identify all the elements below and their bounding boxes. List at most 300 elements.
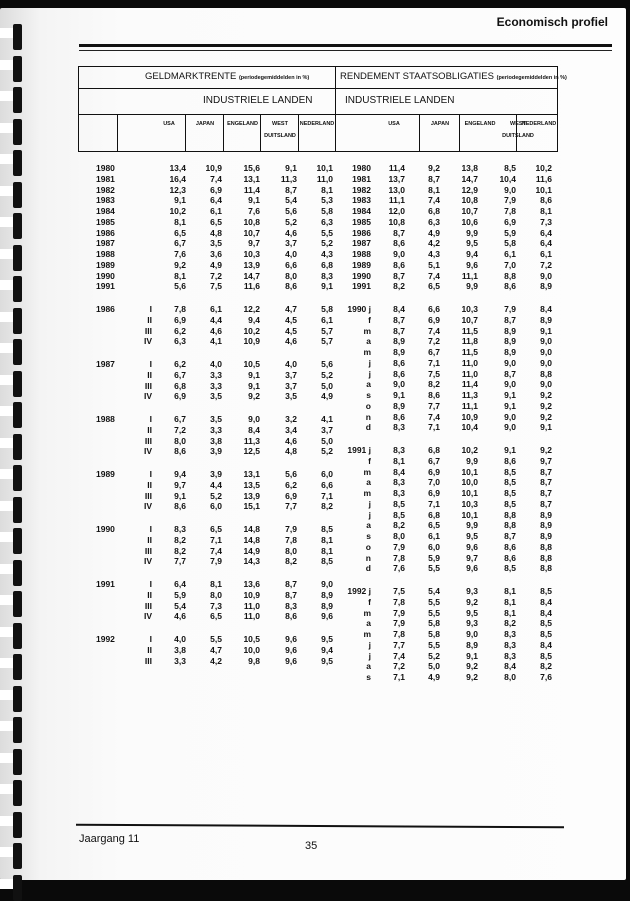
cell-value: 6,0 [210, 501, 222, 512]
cell-value: 11,1 [461, 270, 478, 281]
document-page [0, 8, 626, 880]
cell-value: 5,6 [285, 206, 297, 216]
cell-value: 7,7 [285, 501, 297, 512]
cell-value: 8,9 [504, 325, 516, 336]
cell-value: 6,2 [174, 325, 186, 336]
cell-value: 10,1 [461, 509, 478, 520]
cell-value: 8,7 [504, 368, 516, 379]
column-header: NEDERLAND [521, 121, 557, 127]
row-label: s [366, 531, 371, 541]
cell-value: 10,3 [243, 249, 260, 259]
cell-value: 5,9 [504, 227, 516, 238]
cell-value: 8,0 [210, 589, 222, 600]
cell-value: 6,1 [428, 531, 440, 541]
cell-value: 6,9 [210, 184, 222, 195]
row-label: 1991 [96, 579, 115, 589]
row-label: 1988 [96, 414, 115, 424]
row-label: 1985 [352, 216, 371, 227]
cell-value: 5,2 [321, 238, 333, 249]
cell-value: 13,0 [388, 184, 405, 195]
cell-value: 9,1 [540, 325, 552, 336]
cell-value: 8,7 [393, 325, 405, 336]
cell-value: 8,4 [540, 639, 552, 650]
row-label: 1989 [96, 259, 115, 270]
cell-value: 7,5 [210, 281, 222, 292]
cell-value: 8,6 [174, 446, 186, 457]
row-label: 1982 [96, 184, 115, 195]
cell-value: 7,1 [393, 672, 405, 682]
column-divider [459, 114, 460, 151]
cell-value: 8,7 [504, 314, 516, 325]
cell-value: 8,2 [393, 520, 405, 531]
cell-value: 7,1 [428, 357, 440, 368]
cell-value: 9,1 [248, 195, 260, 206]
cell-value: 8,5 [393, 498, 405, 509]
quarter-label: I [149, 634, 152, 644]
cell-value: 10,4 [499, 173, 516, 184]
cell-value: 6,1 [504, 249, 516, 259]
cell-value: 10,9 [243, 589, 260, 600]
cell-value: 8,8 [504, 270, 516, 281]
row-label: f [368, 455, 371, 466]
cell-value: 10,7 [243, 227, 260, 238]
cell-value: 8,3 [393, 422, 405, 433]
cell-value: 8,9 [504, 336, 516, 347]
cell-value: 8,8 [504, 509, 516, 520]
cell-value: 6,8 [428, 509, 440, 520]
row-label: m [363, 607, 371, 618]
binding-ring-icon [13, 623, 22, 649]
cell-value: 10,8 [461, 195, 478, 206]
cell-value: 6,0 [428, 541, 440, 552]
cell-value: 7,2 [393, 661, 405, 672]
cell-value: 8,5 [321, 556, 333, 567]
row-label: a [366, 520, 371, 531]
cell-value: 10,1 [461, 466, 478, 477]
cell-value: 7,4 [428, 270, 440, 281]
binding-ring-icon [13, 465, 22, 491]
cell-value: 6,1 [540, 249, 552, 259]
cell-value: 3,5 [210, 238, 222, 249]
cell-value: 5,5 [428, 607, 440, 618]
binding-ring-icon [13, 402, 22, 428]
cell-value: 6,4 [540, 227, 552, 238]
quarter-label: II [147, 424, 152, 435]
cell-value: 8,6 [540, 195, 552, 206]
cell-value: 7,9 [393, 541, 405, 552]
cell-value: 3,3 [210, 369, 222, 380]
cell-value: 4,9 [321, 391, 333, 402]
cell-value: 10,2 [169, 206, 186, 216]
binding-ring-icon [13, 591, 22, 617]
cell-value: 8,1 [321, 184, 333, 195]
row-label: 1983 [352, 195, 371, 206]
header-divider [79, 114, 557, 115]
cell-value: 8,9 [321, 589, 333, 600]
cell-value: 8,0 [285, 545, 297, 556]
cell-value: 9,0 [540, 379, 552, 390]
cell-value: 9,1 [248, 369, 260, 380]
cell-value: 4,0 [285, 359, 297, 369]
cell-value: 8,0 [393, 531, 405, 541]
column-header: USA [388, 121, 400, 127]
quarter-label: II [147, 479, 152, 490]
row-label: 1988 [352, 249, 371, 259]
cell-value: 8,5 [540, 586, 552, 596]
cell-value: 6,5 [210, 611, 222, 622]
left-group-subtitle: INDUSTRIELE LANDEN [203, 95, 313, 106]
cell-value: 9,1 [285, 163, 297, 173]
row-label: 1992 j [347, 586, 371, 596]
cell-value: 9,7 [248, 238, 260, 249]
footer-rule [76, 824, 564, 828]
cell-value: 11,3 [461, 390, 478, 400]
cell-value: 5,9 [174, 589, 186, 600]
quarter-label: III [144, 380, 152, 391]
cell-value: 7,5 [428, 368, 440, 379]
cell-value: 7,3 [540, 216, 552, 227]
cell-value: 10,9 [243, 336, 260, 347]
cell-value: 8,1 [504, 607, 516, 618]
cell-value: 8,4 [393, 466, 405, 477]
row-label: 1980 [352, 163, 371, 173]
row-label: 1987 [96, 359, 115, 369]
cell-value: 6,1 [210, 304, 222, 314]
cell-value: 12,3 [169, 184, 186, 195]
cell-value: 5,5 [210, 634, 222, 644]
cell-value: 6,9 [428, 314, 440, 325]
quarter-label: I [149, 579, 152, 589]
cell-value: 10,7 [461, 206, 478, 216]
cell-value: 4,6 [285, 435, 297, 446]
cell-value: 10,9 [461, 411, 478, 422]
cell-value: 6,4 [210, 195, 222, 206]
cell-value: 6,8 [174, 380, 186, 391]
cell-value: 5,8 [321, 206, 333, 216]
quarter-label: I [149, 304, 152, 314]
binding-ring-icon [13, 749, 22, 775]
cell-value: 5,7 [321, 336, 333, 347]
cell-value: 9,2 [466, 661, 478, 672]
cell-value: 3,8 [174, 644, 186, 655]
cell-value: 7,6 [393, 563, 405, 574]
cell-value: 10,2 [243, 325, 260, 336]
cell-value: 8,9 [540, 281, 552, 292]
row-label: d [365, 563, 371, 574]
cell-value: 9,6 [466, 259, 478, 270]
cell-value: 6,4 [174, 579, 186, 589]
binding-ring-icon [13, 182, 22, 208]
cell-value: 7,8 [393, 629, 405, 639]
cell-value: 7,8 [285, 534, 297, 545]
cell-value: 12,0 [388, 206, 405, 216]
cell-value: 6,8 [428, 206, 440, 216]
cell-value: 8,2 [504, 618, 516, 629]
row-label: m [363, 347, 371, 357]
row-label: s [366, 390, 371, 400]
right-group-title: RENDEMENT STAATSOBLIGATIES (periodegemiddelden in %) [340, 71, 567, 82]
cell-value: 8,7 [285, 184, 297, 195]
cell-value: 11,4 [388, 163, 405, 173]
cell-value: 13,4 [169, 163, 186, 173]
cell-value: 5,2 [321, 369, 333, 380]
cell-value: 9,0 [248, 414, 260, 424]
cell-value: 6,3 [428, 216, 440, 227]
cell-value: 9,0 [504, 184, 516, 195]
column-header: WEST DUITSLAND [264, 121, 296, 139]
cell-value: 3,5 [210, 391, 222, 402]
cell-value: 9,1 [174, 490, 186, 501]
cell-value: 9,2 [428, 163, 440, 173]
cell-value: 9,4 [174, 469, 186, 479]
row-label: s [366, 672, 371, 682]
cell-value: 5,1 [428, 259, 440, 270]
cell-value: 3,7 [285, 369, 297, 380]
cell-value: 8,0 [504, 672, 516, 682]
quarter-label: I [149, 359, 152, 369]
cell-value: 8,0 [285, 270, 297, 281]
row-label: m [363, 325, 371, 336]
cell-value: 16,4 [169, 173, 186, 184]
cell-value: 7,4 [210, 173, 222, 184]
cell-value: 8,9 [393, 400, 405, 411]
cell-value: 8,7 [285, 589, 297, 600]
cell-value: 9,7 [174, 479, 186, 490]
cell-value: 9,5 [321, 634, 333, 644]
cell-value: 5,2 [321, 446, 333, 457]
cell-value: 5,4 [285, 195, 297, 206]
cell-value: 8,8 [540, 563, 552, 574]
cell-value: 4,7 [210, 644, 222, 655]
group-divider [335, 67, 336, 151]
cell-value: 8,6 [393, 411, 405, 422]
row-label: j [368, 509, 371, 520]
cell-value: 8,7 [540, 466, 552, 477]
cell-value: 7,3 [210, 600, 222, 611]
cell-value: 4,4 [210, 479, 222, 490]
cell-value: 6,9 [174, 391, 186, 402]
cell-value: 11,5 [461, 347, 478, 357]
cell-value: 8,9 [393, 347, 405, 357]
cell-value: 8,3 [504, 650, 516, 661]
cell-value: 8,5 [504, 466, 516, 477]
cell-value: 8,9 [321, 600, 333, 611]
cell-value: 8,4 [248, 424, 260, 435]
cell-value: 8,6 [504, 455, 516, 466]
cell-value: 7,4 [393, 650, 405, 661]
cell-value: 7,9 [504, 304, 516, 314]
cell-value: 10,2 [461, 445, 478, 455]
cell-value: 10,8 [388, 216, 405, 227]
cell-value: 7,2 [540, 259, 552, 270]
cell-value: 5,4 [174, 600, 186, 611]
cell-value: 10,3 [461, 498, 478, 509]
cell-value: 9,0 [540, 357, 552, 368]
cell-value: 9,0 [504, 379, 516, 390]
cell-value: 7,1 [428, 498, 440, 509]
cell-value: 8,4 [540, 304, 552, 314]
cell-value: 6,5 [174, 227, 186, 238]
cell-value: 12,5 [243, 446, 260, 457]
cell-value: 10,5 [243, 634, 260, 644]
quarter-label: III [144, 325, 152, 336]
cell-value: 4,1 [210, 336, 222, 347]
binding-ring-icon [13, 654, 22, 680]
cell-value: 6,9 [428, 466, 440, 477]
row-label: 1992 [96, 634, 115, 644]
cell-value: 7,8 [393, 596, 405, 607]
column-header: ENGELAND [227, 121, 258, 127]
cell-value: 7,8 [174, 304, 186, 314]
cell-value: 4,7 [285, 304, 297, 314]
cell-value: 15,6 [243, 163, 260, 173]
cell-value: 13,6 [243, 579, 260, 589]
footer-volume: Jaargang 11 [79, 833, 140, 845]
binding-ring-icon [13, 434, 22, 460]
cell-value: 4,5 [285, 325, 297, 336]
cell-value: 5,6 [285, 469, 297, 479]
cell-value: 10,8 [243, 216, 260, 227]
cell-value: 9,0 [504, 411, 516, 422]
cell-value: 7,9 [504, 195, 516, 206]
cell-value: 8,8 [540, 541, 552, 552]
quarter-label: I [149, 469, 152, 479]
cell-value: 3,7 [285, 380, 297, 391]
row-label: 1990 [352, 270, 371, 281]
cell-value: 10,2 [535, 163, 552, 173]
quarter-label: II [147, 369, 152, 380]
cell-value: 3,7 [321, 424, 333, 435]
cell-value: 11,0 [243, 611, 260, 622]
cell-value: 8,2 [428, 379, 440, 390]
column-header: WEST DUITSLAND [502, 121, 534, 139]
cell-value: 8,5 [504, 498, 516, 509]
cell-value: 5,4 [428, 586, 440, 596]
cell-value: 6,0 [321, 469, 333, 479]
quarter-label: II [147, 534, 152, 545]
cell-value: 8,7 [428, 173, 440, 184]
cell-value: 8,7 [540, 498, 552, 509]
column-header: JAPAN [195, 121, 215, 127]
binding-ring-icon [13, 56, 22, 82]
cell-value: 9,2 [540, 445, 552, 455]
cell-value: 12,9 [461, 184, 478, 195]
cell-value: 4,9 [428, 227, 440, 238]
cell-value: 4,0 [210, 359, 222, 369]
cell-value: 8,5 [393, 509, 405, 520]
row-label: n [365, 411, 371, 422]
cell-value: 8,9 [540, 531, 552, 541]
cell-value: 8,4 [393, 304, 405, 314]
binding-ring-icon [13, 780, 22, 806]
cell-value: 4,8 [210, 227, 222, 238]
cell-value: 9,1 [321, 281, 333, 292]
cell-value: 7,9 [285, 524, 297, 534]
cell-value: 7,6 [248, 206, 260, 216]
cell-value: 13,1 [243, 173, 260, 184]
row-label: m [363, 629, 371, 639]
row-label: a [366, 618, 371, 629]
cell-value: 10,0 [461, 477, 478, 488]
cell-value: 7,2 [210, 270, 222, 281]
cell-value: 8,1 [428, 184, 440, 195]
cell-value: 14,7 [243, 270, 260, 281]
cell-value: 14,8 [243, 524, 260, 534]
cell-value: 8,5 [540, 650, 552, 661]
quarter-label: III [144, 435, 152, 446]
cell-value: 5,6 [321, 359, 333, 369]
cell-value: 3,4 [285, 424, 297, 435]
binding-ring-icon [13, 119, 22, 145]
quarter-label: II [147, 589, 152, 600]
cell-value: 9,2 [540, 400, 552, 411]
cell-value: 14,7 [461, 173, 478, 184]
cell-value: 6,5 [428, 520, 440, 531]
cell-value: 14,9 [243, 545, 260, 556]
binding-ring-icon [13, 528, 22, 554]
cell-value: 3,2 [285, 414, 297, 424]
cell-value: 4,5 [285, 314, 297, 325]
cell-value: 3,8 [210, 435, 222, 446]
cell-value: 9,2 [466, 596, 478, 607]
cell-value: 8,1 [321, 545, 333, 556]
cell-value: 6,1 [321, 314, 333, 325]
cell-value: 5,5 [428, 596, 440, 607]
row-label: 1981 [352, 173, 371, 184]
cell-value: 7,7 [393, 639, 405, 650]
cell-value: 9,1 [393, 390, 405, 400]
quarter-label: IV [143, 501, 152, 512]
cell-value: 9,9 [466, 520, 478, 531]
cell-value: 9,0 [466, 629, 478, 639]
cell-value: 9,6 [285, 634, 297, 644]
cell-value: 8,1 [210, 579, 222, 589]
binding-ring-icon [13, 213, 22, 239]
cell-value: 9,0 [540, 270, 552, 281]
cell-value: 5,5 [321, 227, 333, 238]
row-label: 1986 [96, 304, 115, 314]
cell-value: 6,6 [428, 304, 440, 314]
row-label: a [366, 477, 371, 488]
cell-value: 8,3 [504, 629, 516, 639]
cell-value: 9,2 [248, 391, 260, 402]
cell-value: 8,6 [393, 357, 405, 368]
cell-value: 13,9 [243, 259, 260, 270]
column-divider [223, 114, 224, 151]
cell-value: 7,4 [428, 195, 440, 206]
cell-value: 9,7 [466, 552, 478, 563]
cell-value: 8,2 [285, 556, 297, 567]
cell-value: 8,1 [393, 455, 405, 466]
cell-value: 15,1 [243, 501, 260, 512]
row-label: 1990 [96, 524, 115, 534]
cell-value: 8,7 [393, 314, 405, 325]
cell-value: 8,5 [504, 163, 516, 173]
row-label: f [368, 314, 371, 325]
quarter-label: II [147, 644, 152, 655]
cell-value: 9,5 [466, 607, 478, 618]
cell-value: 6,9 [504, 216, 516, 227]
cell-value: 6,3 [321, 216, 333, 227]
binding-ring-icon [13, 339, 22, 365]
cell-value: 11,1 [461, 400, 478, 411]
cell-value: 10,4 [461, 422, 478, 433]
binding-ring-icon [13, 150, 22, 176]
cell-value: 8,3 [393, 488, 405, 498]
header-rule-thick [79, 44, 612, 47]
row-label: n [365, 552, 371, 563]
cell-value: 13,7 [388, 173, 405, 184]
